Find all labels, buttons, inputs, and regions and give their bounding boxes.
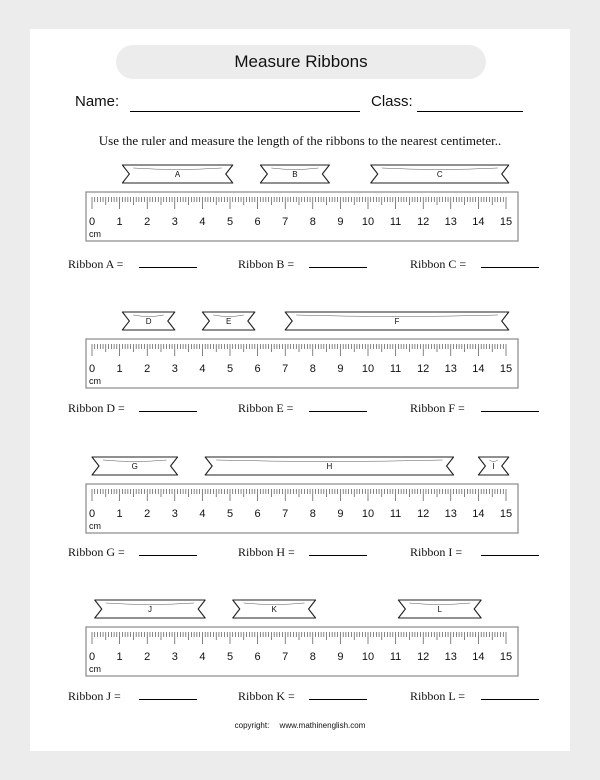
ruler-number: 12 [417,216,430,228]
ruler-number: 14 [472,216,485,228]
answer-label: Ribbon A = [68,257,124,271]
ruler [86,627,518,676]
ribbon-label: I [492,462,495,471]
answer-field[interactable] [481,411,539,412]
ruler-number: 2 [144,508,151,520]
ribbon-h [205,457,453,475]
ruler-number: 8 [309,508,316,520]
ruler-number: 11 [389,651,402,663]
ruler-number: 0 [88,651,96,663]
ruler-number: 5 [226,508,234,520]
ruler-number: 14 [472,651,485,663]
ruler [86,484,518,533]
ruler-number: 15 [499,216,513,228]
ruler-number: 8 [309,363,316,375]
instructions: Use the ruler and measure the length of the ribbons to the nearest centimeter.. [98,133,502,148]
ruler-number: 7 [282,216,289,228]
ruler-unit: cm [89,521,101,531]
ribbon-label: H [326,462,333,471]
answer-field[interactable] [139,267,197,268]
ribbon-d [122,312,174,330]
ruler-unit: cm [89,664,101,674]
ruler-number: 13 [444,651,457,663]
ruler-number: 0 [88,216,96,228]
answer-label: Ribbon F = [410,401,465,415]
answer-label: Ribbon E = [238,401,294,415]
answer-label: Ribbon K = [238,689,295,703]
answer-field[interactable] [139,411,197,412]
ruler-number: 7 [282,651,289,663]
copyright-site: www.mathinenglish.com [279,721,366,730]
ruler-number: 9 [337,216,344,228]
ribbon-label: B [292,170,298,179]
ruler-number: 10 [361,216,375,228]
ribbon-label: J [147,605,152,614]
ruler-number: 10 [361,363,375,375]
ruler-number: 14 [472,363,485,375]
ruler-number: 15 [499,651,513,663]
answer-label: Ribbon D = [68,401,125,415]
ruler-number: 8 [309,651,316,663]
answer-field[interactable] [481,267,539,268]
answer-field[interactable] [139,699,197,700]
answer-label: Ribbon B = [238,257,295,271]
ribbon-e [202,312,254,330]
ruler-number: 11 [389,216,402,228]
ruler-number: 6 [254,508,261,520]
ruler-number: 12 [417,651,430,663]
ruler-number: 15 [499,508,513,520]
answer-field[interactable] [309,699,367,700]
ribbon-b [260,165,329,183]
ribbon-label: C [436,170,443,179]
answer-label: Ribbon C = [410,257,467,271]
answer-label: Ribbon I = [410,545,463,559]
ruler-number: 13 [444,363,457,375]
copyright-label: copyright: [234,721,270,730]
ruler-number: 4 [199,651,206,663]
ruler-number: 1 [116,651,123,663]
ruler-number: 13 [444,216,457,228]
answer-label: Ribbon L = [410,689,465,703]
ruler-number: 6 [254,216,261,228]
ribbon-label: E [225,317,232,326]
ruler-number: 2 [144,363,151,375]
answer-field[interactable] [309,555,367,556]
ruler-number: 7 [282,508,289,520]
ribbon-label: D [145,317,152,326]
ribbon-c [371,165,509,183]
ribbon-g [92,457,178,475]
ruler-number: 6 [254,651,261,663]
answer-field[interactable] [309,267,367,268]
ribbon-f [285,312,509,330]
ribbon-label: K [271,605,277,614]
answer-label: Ribbon J = [68,689,121,703]
ruler-number: 3 [171,508,178,520]
ruler-number: 13 [444,508,457,520]
answer-field[interactable] [139,555,197,556]
ruler-number: 15 [499,363,513,375]
ruler-number: 6 [254,363,261,375]
ribbon-k [233,600,316,618]
class-label: Class: [371,93,413,110]
ribbon-label: A [174,170,181,179]
rulers-and-ribbons [30,29,570,751]
answer-label: Ribbon G = [68,545,125,559]
worksheet [30,29,570,751]
ribbon-label: F [394,317,400,326]
ruler-number: 10 [361,651,375,663]
ruler-number: 1 [116,363,123,375]
ruler-number: 3 [171,363,178,375]
ruler-number: 9 [337,508,344,520]
ruler [86,192,518,241]
answer-field[interactable] [481,555,539,556]
ruler-number: 1 [116,216,123,228]
ruler-number: 5 [226,216,234,228]
ribbon-j [95,600,205,618]
ruler-unit: cm [89,376,101,386]
ruler-number: 10 [361,508,375,520]
ruler-number: 9 [337,651,344,663]
ruler-number: 12 [417,508,430,520]
ruler-number: 2 [144,651,151,663]
ruler-number: 14 [472,508,485,520]
ruler-number: 3 [171,651,178,663]
ribbon-a [122,165,232,183]
ruler-unit: cm [89,229,101,239]
ruler-number: 3 [171,216,178,228]
ruler-number: 0 [88,363,96,375]
ribbon-i [478,457,508,475]
answer-field[interactable] [481,699,539,700]
ribbon-label: G [131,462,138,471]
ruler-number: 4 [199,363,206,375]
ruler-number: 0 [88,508,96,520]
answer-label: Ribbon H = [238,545,295,559]
ruler-number: 5 [226,651,234,663]
ruler-number: 7 [282,363,289,375]
ruler-number: 4 [199,508,206,520]
page-title: Measure Ribbons [116,45,486,79]
ruler-number: 12 [417,363,430,375]
ruler-number: 2 [144,216,151,228]
answer-field[interactable] [309,411,367,412]
ribbon-l [398,600,481,618]
ruler-number: 11 [389,508,402,520]
ruler-number: 4 [199,216,206,228]
ruler-number: 9 [337,363,344,375]
name-label: Name: [75,93,120,110]
ruler-number: 11 [389,363,402,375]
ruler-number: 5 [226,363,234,375]
ruler-number: 1 [116,508,123,520]
copyright [30,721,570,730]
ribbon-label: L [437,605,442,614]
ruler [86,339,518,388]
ruler-number: 8 [309,216,316,228]
